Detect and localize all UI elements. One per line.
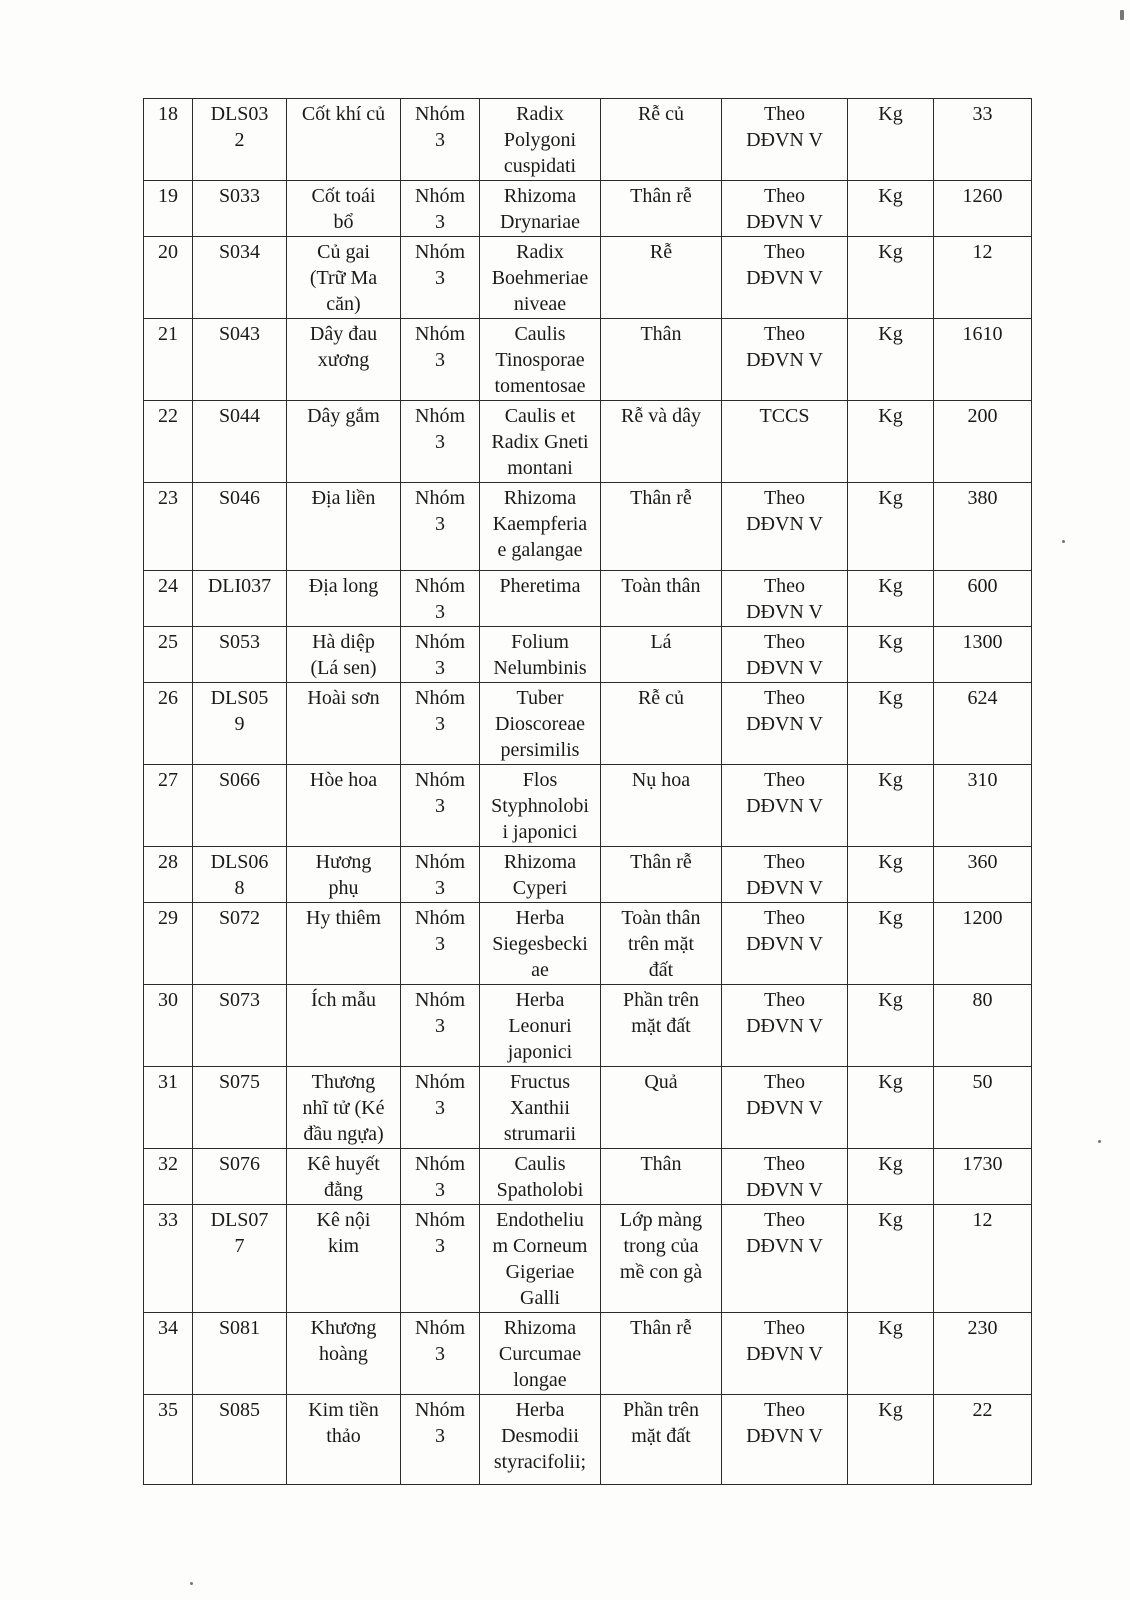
cell-part-used: Phần trên mặt đất [601,985,722,1067]
cell-group: Nhóm 3 [401,627,480,683]
table-row [144,319,1032,401]
cell-unit: Kg [848,571,934,627]
cell-latin-name: Rhizoma Cyperi [480,847,601,903]
cell-vietnamese-name: Cốt toái bổ [287,181,401,237]
cell-material-code: S076 [193,1149,287,1205]
cell-row-number: 22 [144,401,193,483]
cell-quantity: 380 [934,483,1032,571]
table-row [144,181,1032,237]
cell-group: Nhóm 3 [401,683,480,765]
cell-material-code: S046 [193,483,287,571]
cell-group: Nhóm 3 [401,571,480,627]
cell-latin-name: Endotheliu m Corneum Gigeriae Galli [480,1205,601,1313]
cell-unit: Kg [848,1395,934,1485]
cell-row-number: 23 [144,483,193,571]
cell-latin-name: Herba Siegesbecki ae [480,903,601,985]
cell-group: Nhóm 3 [401,1205,480,1313]
cell-part-used: Phần trên mặt đất [601,1395,722,1485]
cell-standard: Theo DĐVN V [722,765,848,847]
cell-quantity: 1260 [934,181,1032,237]
cell-material-code: DLS06 8 [193,847,287,903]
table-row [144,571,1032,627]
cell-quantity: 50 [934,1067,1032,1149]
cell-vietnamese-name: Cốt khí củ [287,99,401,181]
table-body [144,99,1032,1485]
cell-vietnamese-name: Địa long [287,571,401,627]
cell-material-code: S085 [193,1395,287,1485]
cell-quantity: 230 [934,1313,1032,1395]
cell-quantity: 200 [934,401,1032,483]
cell-vietnamese-name: Kê nội kim [287,1205,401,1313]
cell-vietnamese-name: Dây đau xương [287,319,401,401]
cell-part-used: Lớp màng trong của mề con gà [601,1205,722,1313]
cell-material-code: S033 [193,181,287,237]
cell-group: Nhóm 3 [401,237,480,319]
cell-part-used: Thân rễ [601,483,722,571]
cell-group: Nhóm 3 [401,765,480,847]
cell-unit: Kg [848,401,934,483]
cell-latin-name: Caulis Tinosporae tomentosae [480,319,601,401]
table-row [144,401,1032,483]
cell-part-used: Toàn thân [601,571,722,627]
cell-unit: Kg [848,1205,934,1313]
cell-quantity: 1200 [934,903,1032,985]
cell-standard: Theo DĐVN V [722,483,848,571]
cell-vietnamese-name: Địa liền [287,483,401,571]
cell-row-number: 34 [144,1313,193,1395]
cell-part-used: Thân rễ [601,181,722,237]
cell-row-number: 32 [144,1149,193,1205]
cell-part-used: Rễ củ [601,683,722,765]
cell-unit: Kg [848,237,934,319]
cell-latin-name: Herba Desmodii styracifolii; [480,1395,601,1485]
cell-standard: Theo DĐVN V [722,99,848,181]
cell-latin-name: Caulis Spatholobi [480,1149,601,1205]
cell-latin-name: Caulis et Radix Gneti montani [480,401,601,483]
cell-standard: Theo DĐVN V [722,985,848,1067]
cell-row-number: 18 [144,99,193,181]
cell-unit: Kg [848,847,934,903]
cell-quantity: 12 [934,1205,1032,1313]
cell-row-number: 25 [144,627,193,683]
cell-vietnamese-name: Kim tiền thảo [287,1395,401,1485]
cell-row-number: 33 [144,1205,193,1313]
cell-unit: Kg [848,903,934,985]
cell-row-number: 26 [144,683,193,765]
cell-material-code: S044 [193,401,287,483]
cell-standard: Theo DĐVN V [722,571,848,627]
cell-unit: Kg [848,627,934,683]
cell-group: Nhóm 3 [401,1395,480,1485]
cell-latin-name: Tuber Dioscoreae persimilis [480,683,601,765]
cell-material-code: S043 [193,319,287,401]
cell-vietnamese-name: Hoài sơn [287,683,401,765]
cell-standard: TCCS [722,401,848,483]
cell-standard: Theo DĐVN V [722,1205,848,1313]
cell-group: Nhóm 3 [401,985,480,1067]
cell-latin-name: Folium Nelumbinis [480,627,601,683]
cell-part-used: Thân rễ [601,1313,722,1395]
cell-part-used: Rễ và dây [601,401,722,483]
cell-part-used: Nụ hoa [601,765,722,847]
table-row [144,99,1032,181]
cell-material-code: S075 [193,1067,287,1149]
scan-speck [1120,10,1124,20]
cell-group: Nhóm 3 [401,99,480,181]
cell-row-number: 29 [144,903,193,985]
cell-material-code: DLS07 7 [193,1205,287,1313]
cell-quantity: 310 [934,765,1032,847]
cell-quantity: 624 [934,683,1032,765]
cell-quantity: 12 [934,237,1032,319]
scan-speck [190,1582,193,1585]
cell-vietnamese-name: Hà diệp (Lá sen) [287,627,401,683]
cell-vietnamese-name: Hương phụ [287,847,401,903]
cell-quantity: 1300 [934,627,1032,683]
cell-material-code: S073 [193,985,287,1067]
cell-group: Nhóm 3 [401,847,480,903]
cell-unit: Kg [848,1149,934,1205]
cell-part-used: Rễ củ [601,99,722,181]
table-row [144,1205,1032,1313]
cell-group: Nhóm 3 [401,1067,480,1149]
table-row [144,847,1032,903]
cell-group: Nhóm 3 [401,1149,480,1205]
cell-material-code: S066 [193,765,287,847]
cell-latin-name: Rhizoma Kaempferia e galangae [480,483,601,571]
cell-group: Nhóm 3 [401,319,480,401]
cell-group: Nhóm 3 [401,181,480,237]
cell-quantity: 33 [934,99,1032,181]
cell-standard: Theo DĐVN V [722,1313,848,1395]
cell-latin-name: Radix Polygoni cuspidati [480,99,601,181]
table-row [144,903,1032,985]
scan-speck [1098,1140,1101,1143]
cell-quantity: 1610 [934,319,1032,401]
cell-vietnamese-name: Củ gai (Trữ Ma căn) [287,237,401,319]
cell-row-number: 19 [144,181,193,237]
cell-latin-name: Rhizoma Curcumae longae [480,1313,601,1395]
cell-part-used: Quả [601,1067,722,1149]
cell-latin-name: Pheretima [480,571,601,627]
cell-latin-name: Fructus Xanthii strumarii [480,1067,601,1149]
cell-standard: Theo DĐVN V [722,1395,848,1485]
cell-material-code: S072 [193,903,287,985]
cell-quantity: 1730 [934,1149,1032,1205]
medicinal-materials-table [143,98,1032,1485]
cell-row-number: 27 [144,765,193,847]
table-row [144,627,1032,683]
cell-material-code: S081 [193,1313,287,1395]
cell-part-used: Thân [601,1149,722,1205]
cell-latin-name: Flos Styphnolobi i japonici [480,765,601,847]
cell-unit: Kg [848,1067,934,1149]
table-row [144,237,1032,319]
cell-material-code: DLS03 2 [193,99,287,181]
cell-latin-name: Herba Leonuri japonici [480,985,601,1067]
cell-part-used: Thân [601,319,722,401]
cell-material-code: DLI037 [193,571,287,627]
cell-quantity: 80 [934,985,1032,1067]
table-row [144,683,1032,765]
cell-material-code: S053 [193,627,287,683]
cell-unit: Kg [848,985,934,1067]
cell-standard: Theo DĐVN V [722,1067,848,1149]
cell-row-number: 21 [144,319,193,401]
cell-standard: Theo DĐVN V [722,181,848,237]
cell-standard: Theo DĐVN V [722,1149,848,1205]
cell-vietnamese-name: Ích mẫu [287,985,401,1067]
cell-vietnamese-name: Thương nhĩ tử (Ké đầu ngựa) [287,1067,401,1149]
cell-part-used: Lá [601,627,722,683]
cell-row-number: 28 [144,847,193,903]
cell-row-number: 20 [144,237,193,319]
cell-quantity: 360 [934,847,1032,903]
cell-group: Nhóm 3 [401,483,480,571]
cell-vietnamese-name: Kê huyết đằng [287,1149,401,1205]
cell-unit: Kg [848,1313,934,1395]
cell-row-number: 24 [144,571,193,627]
cell-unit: Kg [848,765,934,847]
cell-quantity: 600 [934,571,1032,627]
cell-material-code: DLS05 9 [193,683,287,765]
cell-material-code: S034 [193,237,287,319]
cell-vietnamese-name: Dây gắm [287,401,401,483]
cell-group: Nhóm 3 [401,903,480,985]
cell-unit: Kg [848,319,934,401]
cell-unit: Kg [848,683,934,765]
table-row [144,483,1032,571]
cell-standard: Theo DĐVN V [722,847,848,903]
scan-speck [1062,540,1065,543]
table-row [144,765,1032,847]
cell-latin-name: Rhizoma Drynariae [480,181,601,237]
cell-standard: Theo DĐVN V [722,319,848,401]
cell-unit: Kg [848,483,934,571]
cell-unit: Kg [848,99,934,181]
cell-vietnamese-name: Hòe hoa [287,765,401,847]
cell-row-number: 31 [144,1067,193,1149]
table-row [144,1149,1032,1205]
cell-standard: Theo DĐVN V [722,627,848,683]
table-row [144,1313,1032,1395]
cell-group: Nhóm 3 [401,401,480,483]
cell-part-used: Rễ [601,237,722,319]
table-row [144,1067,1032,1149]
cell-standard: Theo DĐVN V [722,237,848,319]
cell-quantity: 22 [934,1395,1032,1485]
cell-latin-name: Radix Boehmeriae niveae [480,237,601,319]
table-row [144,1395,1032,1485]
cell-vietnamese-name: Hy thiêm [287,903,401,985]
cell-unit: Kg [848,181,934,237]
cell-group: Nhóm 3 [401,1313,480,1395]
cell-vietnamese-name: Khương hoàng [287,1313,401,1395]
cell-standard: Theo DĐVN V [722,683,848,765]
cell-part-used: Toàn thân trên mặt đất [601,903,722,985]
cell-part-used: Thân rễ [601,847,722,903]
cell-standard: Theo DĐVN V [722,903,848,985]
cell-row-number: 30 [144,985,193,1067]
cell-row-number: 35 [144,1395,193,1485]
table-row [144,985,1032,1067]
